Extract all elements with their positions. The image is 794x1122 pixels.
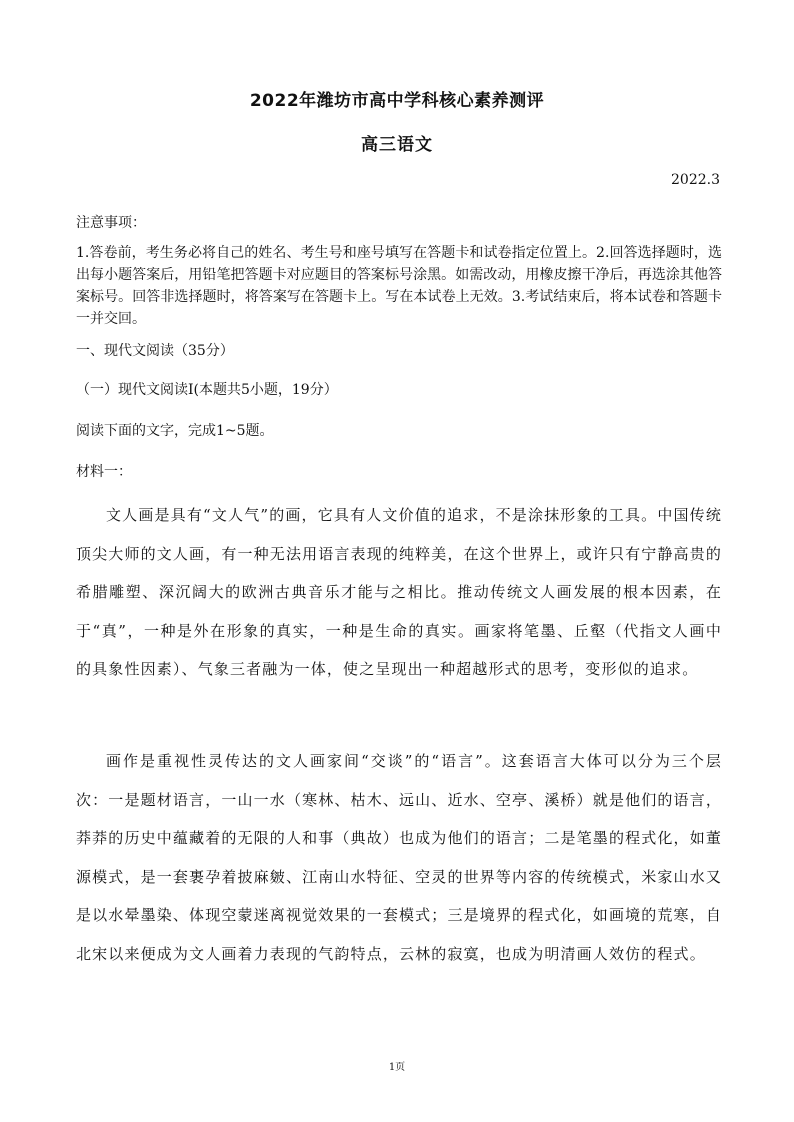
section-heading: 一、现代文阅读（35分） bbox=[76, 343, 234, 359]
material-label: 材料一： bbox=[76, 464, 132, 480]
notice-heading: 注意事项： bbox=[76, 215, 146, 231]
passage-paragraph: 文人画是具有“文人气”的画，它具有人文价值的追求，不是涂抹形象的工具。中国传统顶尖大师的文人画，有一种无法用语言表现的纯粹美，在这个世界上，或许只有宁静高贵的希腊雕塑、深沉阔大的欧洲古典音乐才能与之相比。推动传统文人画发展的根本因素，在于“真”，一种是外在形象的真实，一种是生命的真实。画家将笔墨、丘壑（代指文人画中的具象性因素）、气象三者融为一体，使之呈现出一种超越形式的思考，变形似的追求。 bbox=[76, 506, 723, 679]
notice-text: 1.答卷前，考生务必将自己的姓名、考生号和座号填写在答题卡和试卷指定位置上。2.回答选择题时，选出每小题答案后，用铅笔把答题卡对应题目的答案标号涂黑。如需改动，用橡皮擦干净后，再选涂其他答案标号。回答非选择题时，将答案写在答题卡上。写在本试卷上无效。3.考试结束后，将本试卷和答题卡一并交回。 bbox=[76, 245, 722, 327]
exam-date: 2022.3 bbox=[671, 172, 720, 188]
reading-instruction: 阅读下面的文字，完成1~5题。 bbox=[76, 423, 274, 439]
page-number: 1页 bbox=[388, 1062, 406, 1073]
subsection-heading: （一）现代文阅读Ⅰ(本题共5小题，19分） bbox=[76, 382, 338, 398]
subject-title: 高三语文 bbox=[361, 135, 433, 155]
exam-title: 2022年潍坊市高中学科核心素养测评 bbox=[249, 91, 545, 111]
passage-paragraph: 画作是重视性灵传达的文人画家间“交谈”的“语言”。这套语言大体可以分为三个层次：一是题材语言，一山一水（寒林、枯木、远山、近水、空亭、溪桥）就是他们的语言，莽莽的历史中蕴藏着的无限的人和事（典故）也成为他们的语言；二是笔墨的程式化，如董源模式，是一套裹孕着披麻皴、江南山水特征、空灵的世界等内容的传统模式，米家山水又是以水晕墨染、体现空蒙迷离视觉效果的一套模式；三是境界的程式化，如画境的荒寒，自北宋以来便成为文人画着力表现的气韵特点，云林的寂寞，也成为明清画人效仿的程式。 bbox=[76, 752, 723, 963]
